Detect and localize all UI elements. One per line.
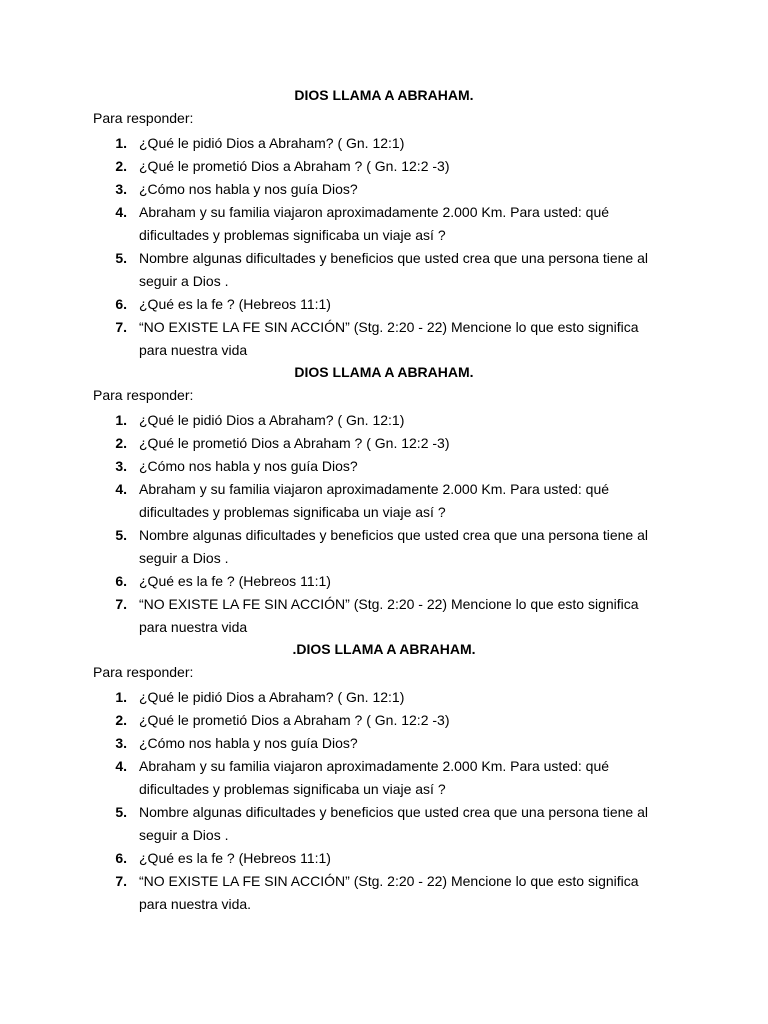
question-list	[0, 132, 768, 362]
question-item	[0, 870, 768, 916]
question-number: 6.	[115, 296, 127, 312]
question-text: ¿Qué le prometió Dios a Abraham ? ( Gn. 12:2 -3)	[139, 712, 450, 728]
question-item	[0, 178, 768, 201]
question-list	[0, 686, 768, 916]
question-item	[0, 316, 768, 362]
question-item	[0, 570, 768, 593]
question-item	[0, 847, 768, 870]
question-item	[0, 709, 768, 732]
question-text: ¿Qué le pidió Dios a Abraham? ( Gn. 12:1)	[139, 412, 405, 428]
question-number: 5.	[115, 527, 127, 543]
question-number: 1.	[115, 689, 127, 705]
question-text: “NO EXISTE LA FE SIN ACCIÓN” (Stg. 2:20 - 22) Mencione lo que esto significa para nuestra vida	[139, 319, 639, 358]
question-number: 6.	[115, 573, 127, 589]
question-text: ¿Qué le pidió Dios a Abraham? ( Gn. 12:1)	[139, 689, 405, 705]
question-item	[0, 755, 768, 801]
question-number: 7.	[115, 596, 127, 612]
question-text: ¿Qué es la fe ? (Hebreos 11:1)	[139, 296, 331, 312]
question-number: 7.	[115, 319, 127, 335]
question-number: 5.	[115, 250, 127, 266]
section-intro: Para responder:	[93, 387, 194, 403]
section-title: .DIOS LLAMA A ABRAHAM.	[292, 641, 476, 657]
question-item	[0, 132, 768, 155]
question-text: ¿Cómo nos habla y nos guía Dios?	[139, 735, 358, 751]
question-item	[0, 432, 768, 455]
question-text: Abraham y su familia viajaron aproximadamente 2.000 Km. Para usted: qué dificultades y problemas significaba un viaje así ?	[139, 204, 610, 243]
question-text: ¿Qué le prometió Dios a Abraham ? ( Gn. 12:2 -3)	[139, 158, 450, 174]
question-item	[0, 478, 768, 524]
question-number: 2.	[115, 712, 127, 728]
question-number: 7.	[115, 873, 127, 889]
question-text: Nombre algunas dificultades y beneficios que usted crea que una persona tiene al seguir a Dios .	[139, 250, 648, 289]
question-number: 4.	[115, 204, 127, 220]
section-intro: Para responder:	[93, 110, 194, 126]
question-number: 6.	[115, 850, 127, 866]
question-number: 1.	[115, 412, 127, 428]
question-text: Nombre algunas dificultades y beneficios que usted crea que una persona tiene al seguir a Dios .	[139, 527, 648, 566]
question-number: 4.	[115, 481, 127, 497]
question-item	[0, 201, 768, 247]
question-number: 3.	[115, 181, 127, 197]
question-item	[0, 455, 768, 478]
question-item	[0, 247, 768, 293]
question-text: ¿Qué le pidió Dios a Abraham? ( Gn. 12:1)	[139, 135, 405, 151]
question-item	[0, 732, 768, 755]
question-text: Abraham y su familia viajaron aproximadamente 2.000 Km. Para usted: qué dificultades y problemas significaba un viaje así ?	[139, 758, 610, 797]
question-number: 2.	[115, 435, 127, 451]
section-title: DIOS LLAMA A ABRAHAM.	[294, 87, 474, 103]
question-item	[0, 593, 768, 639]
section-title: DIOS LLAMA A ABRAHAM.	[294, 364, 474, 380]
question-number: 2.	[115, 158, 127, 174]
question-text: ¿Cómo nos habla y nos guía Dios?	[139, 181, 358, 197]
question-item	[0, 686, 768, 709]
question-text: ¿Qué es la fe ? (Hebreos 11:1)	[139, 850, 331, 866]
question-text: Abraham y su familia viajaron aproximadamente 2.000 Km. Para usted: qué dificultades y problemas significaba un viaje así ?	[139, 481, 610, 520]
question-item	[0, 524, 768, 570]
question-number: 3.	[115, 735, 127, 751]
question-text: “NO EXISTE LA FE SIN ACCIÓN” (Stg. 2:20 - 22) Mencione lo que esto significa para nuestra vida.	[139, 873, 639, 912]
question-text: ¿Qué le prometió Dios a Abraham ? ( Gn. 12:2 -3)	[139, 435, 450, 451]
question-number: 3.	[115, 458, 127, 474]
question-text: Nombre algunas dificultades y beneficios que usted crea que una persona tiene al seguir a Dios .	[139, 804, 648, 843]
question-list	[0, 409, 768, 639]
question-item	[0, 801, 768, 847]
question-number: 4.	[115, 758, 127, 774]
section-intro: Para responder:	[93, 664, 194, 680]
question-text: “NO EXISTE LA FE SIN ACCIÓN” (Stg. 2:20 - 22) Mencione lo que esto significa para nuestra vida	[139, 596, 639, 635]
question-number: 1.	[115, 135, 127, 151]
question-number: 5.	[115, 804, 127, 820]
question-text: ¿Cómo nos habla y nos guía Dios?	[139, 458, 358, 474]
question-item	[0, 409, 768, 432]
question-item	[0, 155, 768, 178]
question-item	[0, 293, 768, 316]
question-text: ¿Qué es la fe ? (Hebreos 11:1)	[139, 573, 331, 589]
